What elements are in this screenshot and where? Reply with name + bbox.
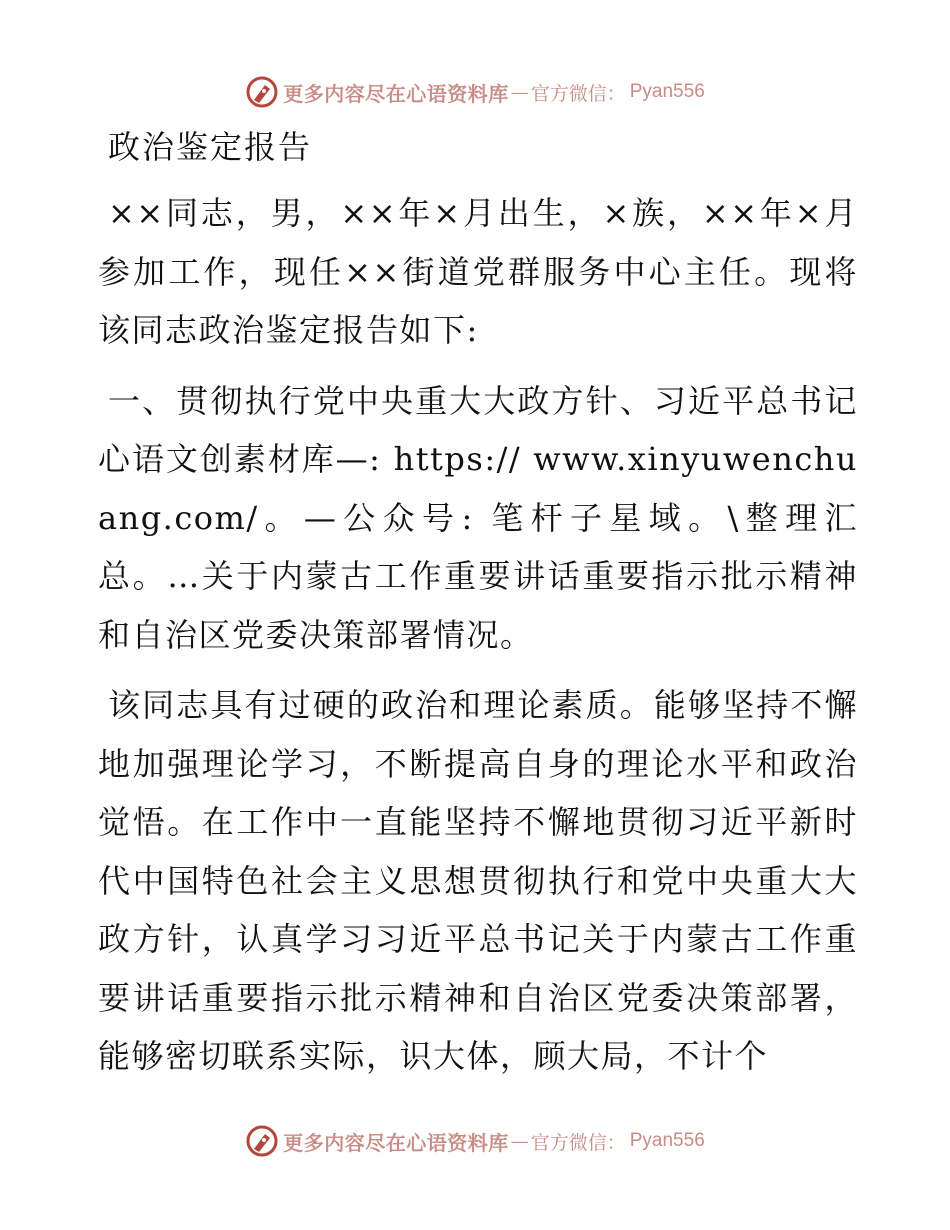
paragraph-evaluation	[98, 676, 858, 1086]
document-body	[98, 122, 858, 1098]
paragraph-section-one	[98, 372, 858, 665]
paragraph-evaluation-text: 该同志具有过硬的政治和理论素质。能够坚持不懈地加强理论学习，不断提高自身的理论水平和政治觉悟。在工作中一直能坚持不懈地贯彻习近平新时代中国特色社会主义思想贯彻执行和党中央重大大政方针，认真学习习近平总书记关于内蒙古工作重要讲话重要指示批示精神和自治区党委决策部署，能够密切联系实际，识大体，顾大局，不计个	[98, 686, 858, 1075]
pen-nib-logo-icon	[245, 1124, 279, 1158]
watermark-wechat-id: Pyan556	[629, 81, 705, 102]
footer-watermark	[0, 1121, 950, 1161]
document-title: 政治鉴定报告	[108, 128, 313, 166]
header-watermark	[0, 72, 950, 112]
watermark-separator: —	[510, 1130, 529, 1152]
pen-nib-logo-icon	[245, 75, 279, 109]
watermark-wechat-id: Pyan556	[629, 1130, 705, 1151]
watermark-separator: —	[510, 81, 529, 103]
watermark-brand: 更多内容尽在心语资料库	[283, 81, 509, 106]
paragraph-intro-text: ××同志，男，××年×月出生，×族，××年×月参加工作，现任××街道党群服务中心主任。现将该同志政治鉴定报告如下:	[98, 194, 858, 349]
watermark-wechat-label: 官方微信：	[530, 82, 626, 105]
watermark-wechat-label: 官方微信：	[530, 1131, 626, 1154]
paragraph-section-one-text: 一、贯彻执行党中央重大大政方针、习近平总书记心语文创素材库—: https:// www.xinyuwenchuang.com/。—公众号: 笔杆子星域。\整理汇总。…关于内蒙古工作重要讲话重要指示批示精神和自治区党委决策部署情况。	[98, 381, 858, 654]
watermark-brand: 更多内容尽在心语资料库	[283, 1130, 509, 1155]
paragraph-intro	[98, 184, 858, 360]
